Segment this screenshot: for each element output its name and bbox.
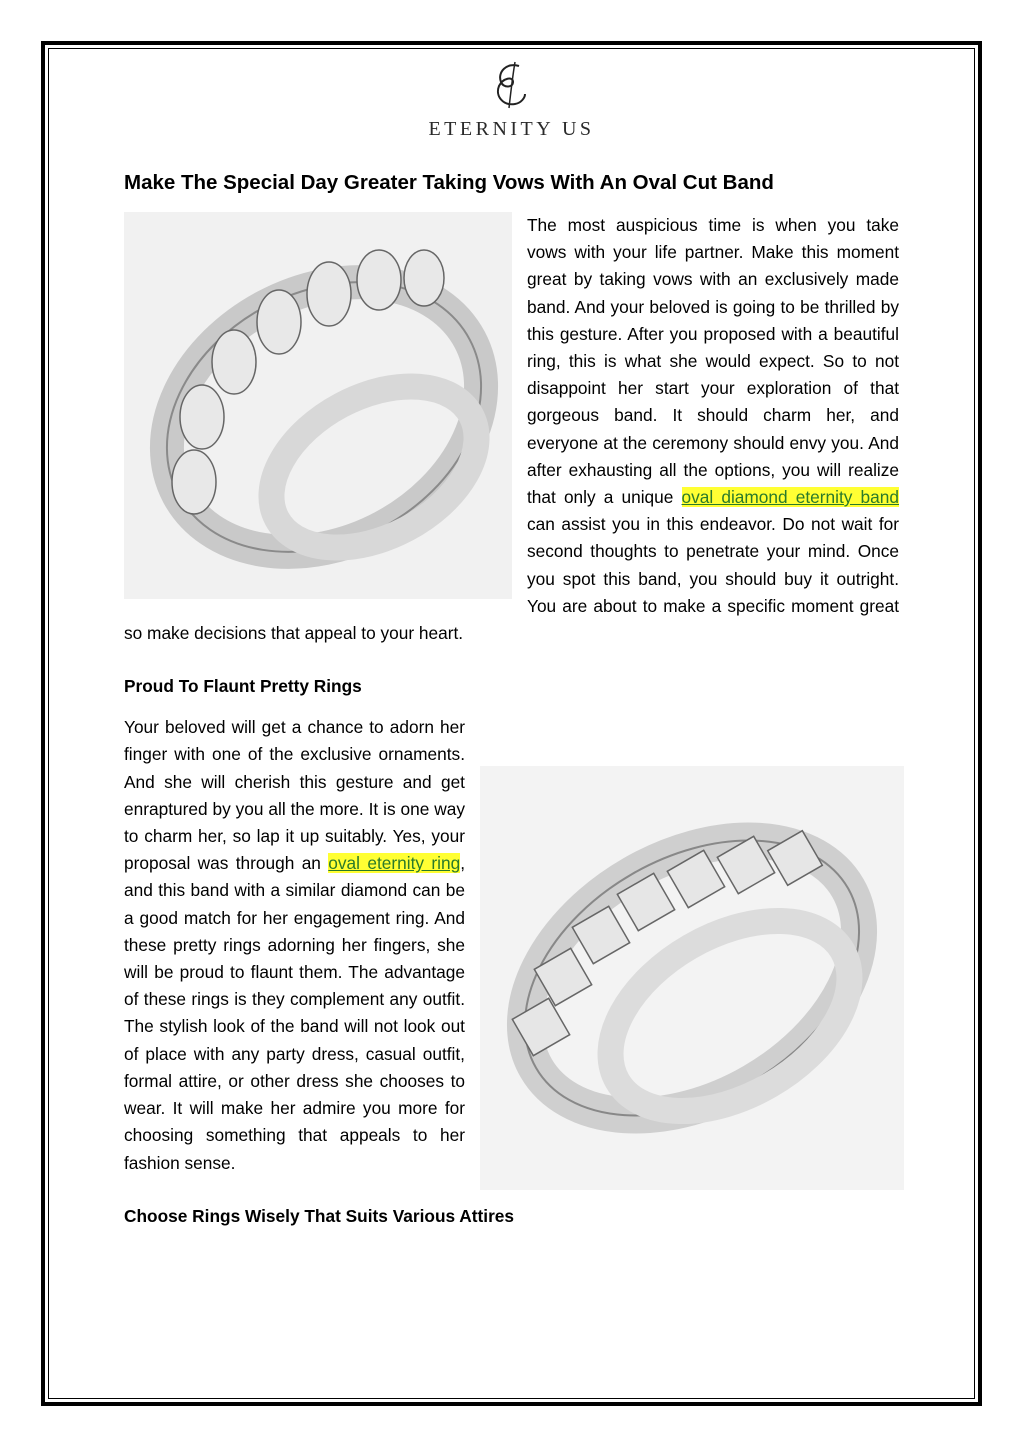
- oval-eternity-band-image: [124, 212, 512, 599]
- intro-text-end: can assist you in this endeavor. Do not wait for second thoughts to penetrate your mind. Once you spot this band, you should buy it outright. You are about to make a specific moment great so make decisions that appeal to your heart.: [124, 514, 899, 644]
- brand-name: ETERNITY US: [428, 118, 595, 140]
- ring-illustration: [124, 212, 512, 599]
- article-title: Make The Special Day Greater Taking Vows With An Oval Cut Band: [124, 171, 774, 194]
- section-heading-proud: Proud To Flaunt Pretty Rings: [124, 676, 362, 697]
- proud-text-start: Your beloved will get a chance to adorn her finger with one of the exclusive ornaments. And she will cherish this gesture and get enraptured by you all the more. It is one way to charm her, so lap it up suitably. Yes, your proposal was through an: [124, 717, 465, 874]
- intro-text-start: The most auspicious time is when you take vows with your life partner. Make this moment great by taking vows with an exclusively made band. And your beloved is going to be thrilled by this gesture. After you proposed with a beautiful ring, this is what she would expect. So to not disappoint her start your exploration of that gorgeous band. It should charm her, and everyone at the ceremony should envy you. And after exhausting all the options, you will realize that only a unique: [527, 215, 899, 508]
- proud-paragraph: [124, 714, 465, 1176]
- oval-diamond-eternity-band-link[interactable]: oval diamond eternity band: [681, 487, 899, 508]
- princess-eternity-band-image: [480, 766, 904, 1190]
- ring-illustration-2: [480, 766, 904, 1190]
- proud-text-end: , and this band with a similar diamond can be a good match for her engagement ring. And these pretty rings adorning her fingers, she will be proud to flaunt them. The advantage of these rings is they complement any outfit. The stylish look of the band will not look out of place with any party dress, casual outfit, formal attire, or other dress she chooses to wear. It will make her admire you more for choosing something that appeals to her fashion sense.: [124, 853, 465, 1173]
- oval-eternity-ring-link[interactable]: oval eternity ring: [328, 853, 461, 874]
- section-heading-choose: Choose Rings Wisely That Suits Various Attires: [124, 1205, 515, 1226]
- brand-logo: [0, 60, 1023, 141]
- monogram-icon: [489, 60, 535, 112]
